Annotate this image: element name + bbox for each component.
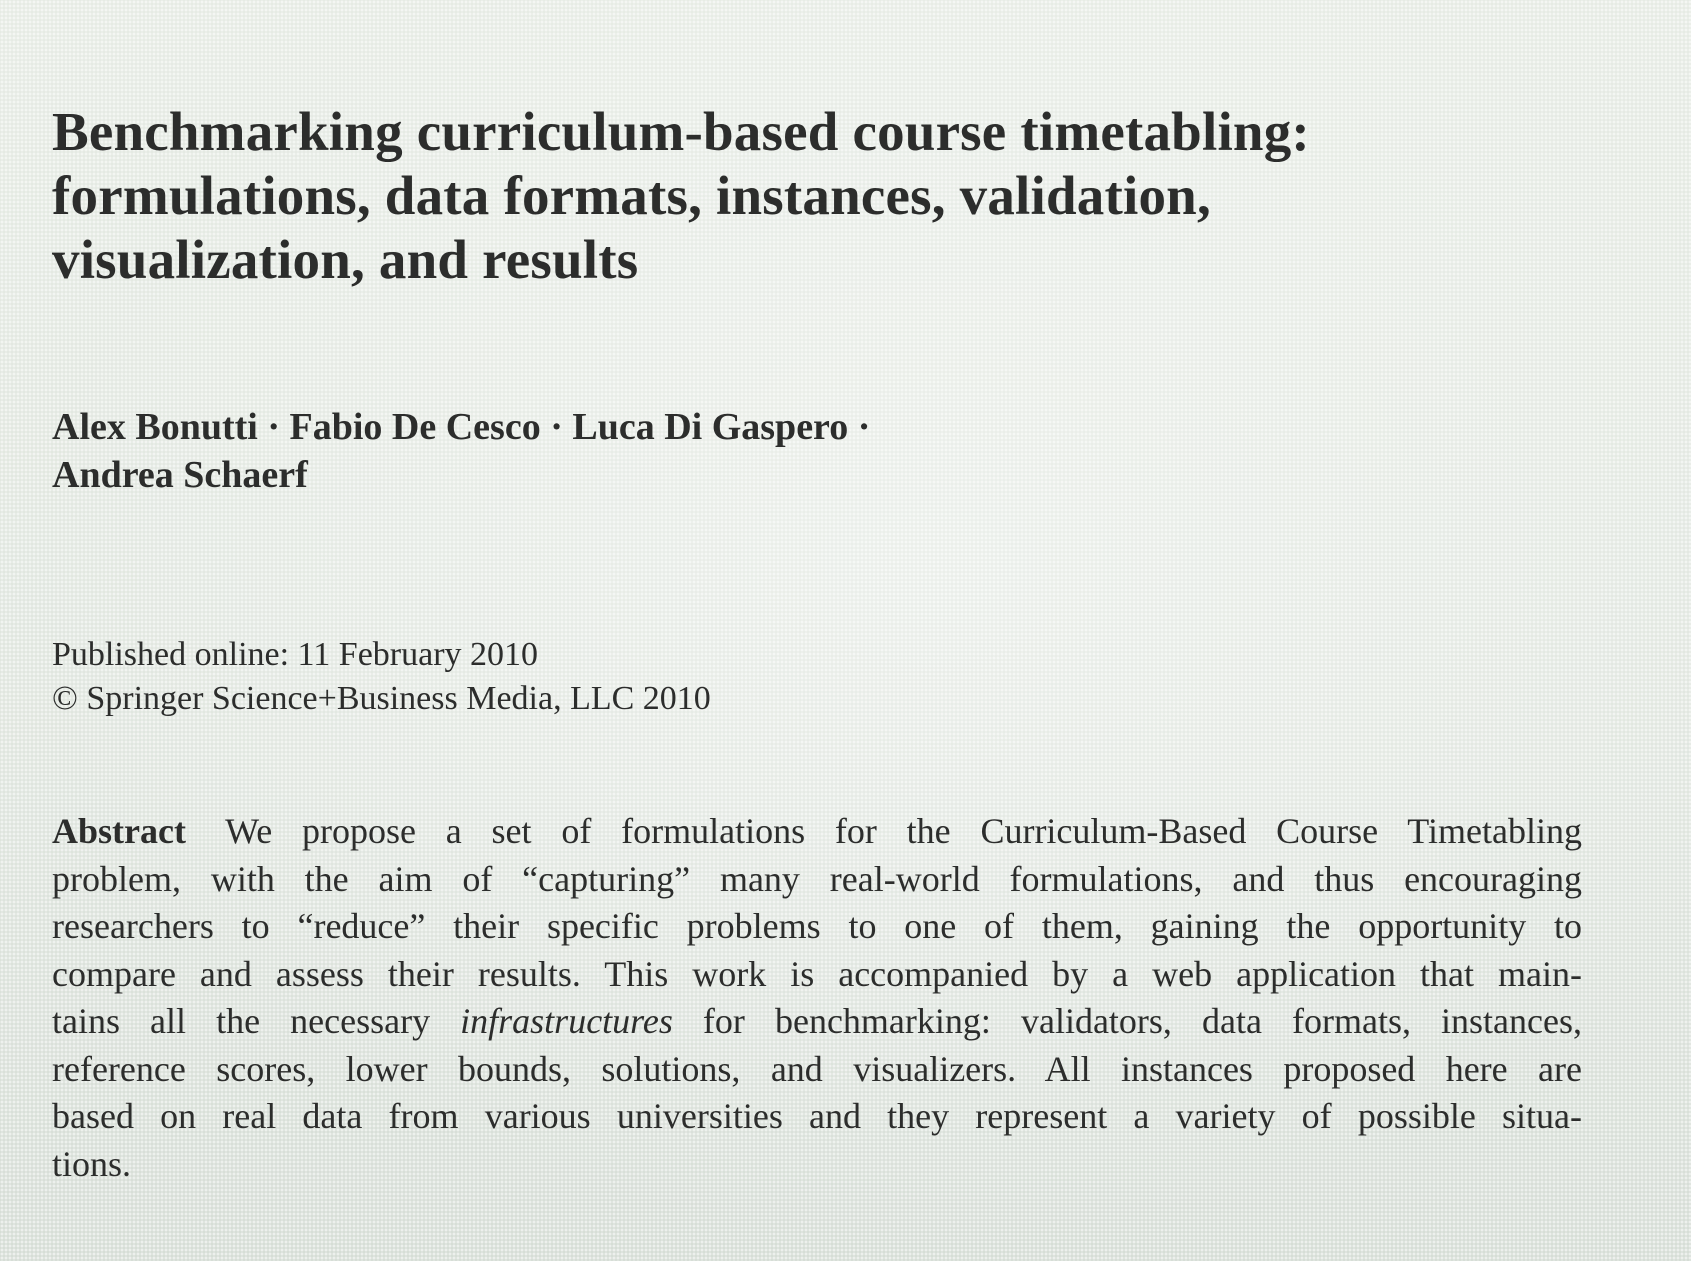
published-date: Published online: 11 February 2010 — [52, 636, 539, 673]
title-line: Benchmarking curriculum-based course timetabling: — [52, 101, 1310, 162]
author-list — [52, 403, 1452, 499]
paper-title — [52, 100, 1452, 292]
abstract-line: based on real data from various universities and they represent a variety of possible situa- — [52, 1096, 1582, 1136]
abstract-text: We propose a set of formulations for the Curriculum-Based Course Timetabling — [225, 811, 1582, 851]
emphasized-term: infrastructures — [460, 1001, 673, 1041]
abstract-text: tains all the necessary — [52, 1001, 431, 1041]
abstract-line: researchers to “reduce” their specific problems to one of them, gaining the opportunity to — [52, 906, 1582, 946]
author-line: Andrea Schaerf — [52, 454, 308, 496]
abstract-text: for benchmarking: validators, data formats, instances, — [702, 1001, 1583, 1041]
abstract-line — [52, 998, 1582, 1046]
title-line: formulations, data formats, instances, validation, — [52, 165, 1211, 226]
abstract-line: compare and assess their results. This work is accompanied by a web application that main- — [52, 953, 1582, 994]
abstract-line: tions. — [52, 1143, 132, 1184]
abstract — [52, 808, 1582, 1188]
author-line: Alex Bonutti · Fabio De Cesco · Luca Di Gaspero · — [52, 406, 871, 448]
abstract-label: Abstract — [52, 811, 186, 851]
copyright-notice: © Springer Science+Business Media, LLC 2010 — [52, 680, 711, 717]
abstract-line — [52, 808, 1582, 856]
abstract-line: reference scores, lower bounds, solutions, and visualizers. All instances proposed here are — [52, 1048, 1582, 1089]
publication-info — [52, 633, 1252, 721]
title-line: visualization, and results — [52, 229, 639, 290]
abstract-line: problem, with the aim of “capturing” many real-world formulations, and thus encouraging — [52, 858, 1582, 899]
